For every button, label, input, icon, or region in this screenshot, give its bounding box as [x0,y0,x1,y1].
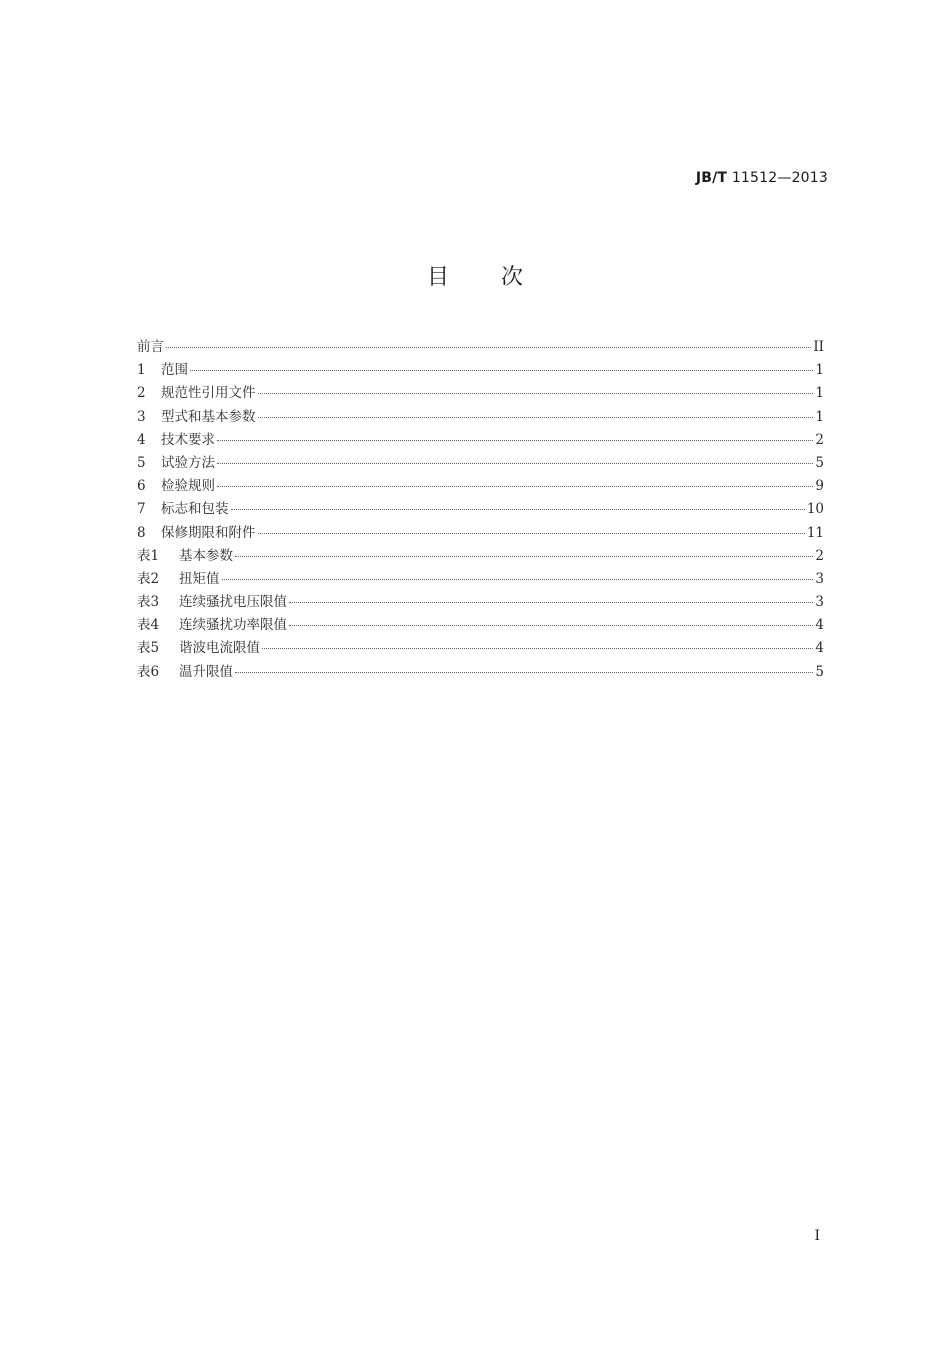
dot-leader [166,347,811,348]
toc-entry-section-1[interactable] [137,358,824,381]
standard-prefix: JB/T [695,170,728,186]
toc-entry-label: 保修期限和附件 [161,524,256,541]
toc-entry-label: 连续骚扰功率限值 [179,617,287,634]
toc-entry-label: 连续骚扰电压限值 [179,594,287,611]
toc-entry-page: 4 [815,640,824,657]
toc-entry-label: 检验规则 [161,478,215,495]
dot-leader [262,648,813,649]
dot-leader [231,509,805,510]
toc-entry-number: 5 [137,454,146,471]
toc-entry-section-7[interactable] [137,497,824,520]
toc-entry-page: 2 [815,431,824,448]
toc-entry-table-6[interactable] [137,660,824,683]
dot-leader [217,463,813,464]
toc-entry-number: 表2 [137,570,160,587]
toc-entry-label: 试验方法 [161,454,215,471]
standard-code: 11512—2013 [731,170,828,186]
page-number: I [814,1228,820,1244]
dot-leader [235,556,813,557]
toc-entry-foreword[interactable] [137,335,824,358]
toc-entry-table-3[interactable] [137,590,824,613]
toc-entry-page: 2 [815,547,824,564]
toc-entry-number: 表3 [137,594,160,611]
toc-entry-label: 基本参数 [179,547,233,564]
standard-number [696,170,828,186]
toc-entry-label: 前言 [137,339,164,355]
dot-leader [289,625,813,626]
toc-entry-label: 范围 [161,362,188,379]
toc-entry-page: 5 [815,663,824,680]
dot-leader [235,672,813,673]
toc-entry-number: 表1 [137,547,160,564]
dot-leader [258,533,805,534]
toc-entry-label: 规范性引用文件 [161,385,256,402]
dot-leader [190,370,813,371]
toc-entry-page: II [813,339,824,355]
toc-entry-page: 3 [815,594,824,611]
toc-entry-number: 6 [137,478,146,495]
toc-entry-label: 温升限值 [179,663,233,680]
toc-entry-page: 4 [815,617,824,634]
toc-entry-page: 5 [815,454,824,471]
toc-entry-section-8[interactable] [137,521,824,544]
toc-entry-label: 技术要求 [161,431,215,448]
toc-entry-number: 1 [137,362,146,379]
toc-entry-page: 11 [806,524,824,541]
toc-entry-page: 1 [815,362,824,379]
toc-entry-section-3[interactable] [137,405,824,428]
toc-entry-page: 1 [815,408,824,425]
toc-entry-number: 8 [137,524,146,541]
toc-entry-section-2[interactable] [137,381,824,404]
toc-entry-page: 10 [806,501,824,518]
toc-entry-table-2[interactable] [137,567,824,590]
toc-entry-table-5[interactable] [137,636,824,659]
toc-entry-label: 扭矩值 [179,570,220,587]
dot-leader [258,393,814,394]
toc-entry-page: 1 [815,385,824,402]
table-of-contents [137,335,824,683]
dot-leader [217,440,813,441]
toc-entry-table-4[interactable] [137,613,824,636]
toc-entry-number: 3 [137,408,146,425]
dot-leader [217,486,813,487]
toc-entry-number: 表4 [137,617,160,634]
dot-leader [258,417,814,418]
toc-entry-page: 3 [815,570,824,587]
dot-leader [289,602,813,603]
toc-entry-table-1[interactable] [137,544,824,567]
toc-entry-section-6[interactable] [137,474,824,497]
toc-entry-number: 表5 [137,640,160,657]
toc-entry-page: 9 [815,478,824,495]
toc-entry-section-5[interactable] [137,451,824,474]
toc-entry-number: 7 [137,501,146,518]
toc-entry-number: 2 [137,385,146,402]
page-title: 目次 [426,265,575,290]
toc-entry-number: 4 [137,431,146,448]
dot-leader [222,579,814,580]
toc-entry-number: 表6 [137,663,160,680]
toc-entry-label: 型式和基本参数 [161,408,256,425]
toc-entry-label: 标志和包装 [161,501,229,518]
toc-entry-label: 谐波电流限值 [179,640,260,657]
toc-entry-section-4[interactable] [137,428,824,451]
